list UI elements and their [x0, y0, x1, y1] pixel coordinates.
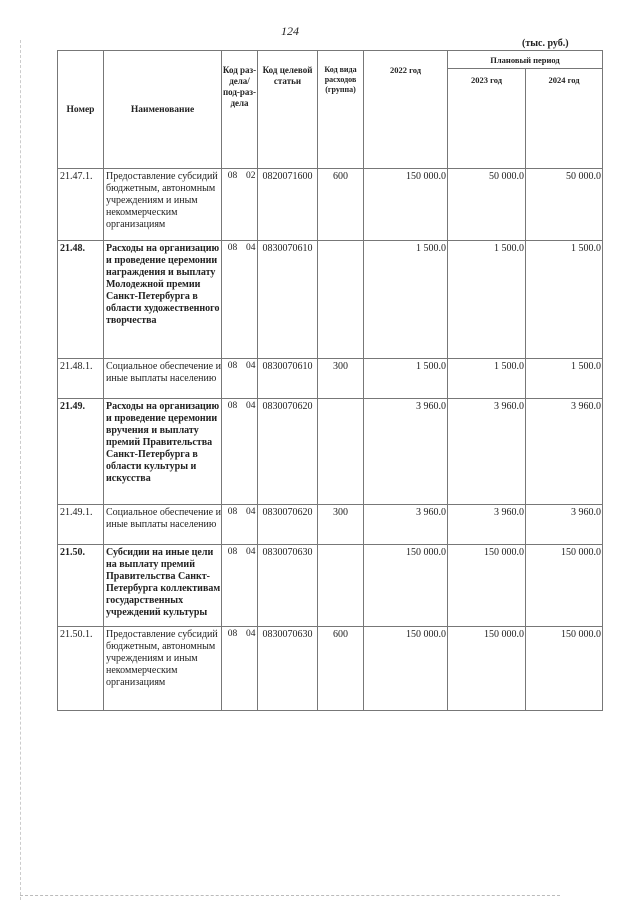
- row-name: Расходы на организацию и проведение церемонии награждения и выплату Молодежной премии Санкт-Петербурга в области художественного творчества: [104, 241, 222, 359]
- row-value-2024: 3 960.0: [526, 399, 603, 505]
- table-row: [58, 241, 603, 359]
- row-group: 300: [318, 505, 364, 545]
- row-target: 0830070620: [258, 399, 318, 505]
- row-target: 0830070610: [258, 359, 318, 399]
- header-section-code: Код раз-дела/ под-раз-дела: [222, 51, 258, 169]
- row-value-2022: 1 500.0: [364, 241, 448, 359]
- row-value-2023: 150 000.0: [448, 627, 526, 711]
- row-value-2022: 150 000.0: [364, 169, 448, 241]
- table-row: [58, 399, 603, 505]
- page-number: 124: [281, 24, 299, 38]
- row-value-2023: 150 000.0: [448, 545, 526, 627]
- row-group: [318, 399, 364, 505]
- row-number: 21.47.1.: [58, 169, 104, 241]
- row-target: 0830070610: [258, 241, 318, 359]
- header-year-2022: 2022 год: [364, 51, 448, 169]
- row-value-2022: 3 960.0: [364, 505, 448, 545]
- row-value-2024: 3 960.0: [526, 505, 603, 545]
- row-value-2024: 1 500.0: [526, 359, 603, 399]
- row-group: 600: [318, 627, 364, 711]
- row-section: 08 04: [222, 505, 258, 545]
- table-row: [58, 627, 603, 711]
- header-target-code: Код целевой статьи: [258, 51, 318, 169]
- table-row: [58, 359, 603, 399]
- row-value-2024: 150 000.0: [526, 545, 603, 627]
- header-number: Номер: [58, 51, 104, 169]
- row-number: 21.50.1.: [58, 627, 104, 711]
- budget-table: [57, 50, 603, 711]
- row-group: [318, 545, 364, 627]
- row-target: 0830070630: [258, 545, 318, 627]
- row-target: 0830070620: [258, 505, 318, 545]
- row-name: Расходы на организацию и проведение церемонии вручения и выплату премий Правительства Санкт-Петербурга в области культуры и искусства: [104, 399, 222, 505]
- row-value-2023: 3 960.0: [448, 505, 526, 545]
- row-number: 21.50.: [58, 545, 104, 627]
- page-edge-bottom: [20, 895, 560, 896]
- row-target: 0820071600: [258, 169, 318, 241]
- row-section: 08 04: [222, 627, 258, 711]
- row-number: 21.48.1.: [58, 359, 104, 399]
- table-row: [58, 505, 603, 545]
- row-number: 21.49.1.: [58, 505, 104, 545]
- row-number: 21.49.: [58, 399, 104, 505]
- row-section: 08 02: [222, 169, 258, 241]
- page-edge-left: [20, 40, 21, 900]
- row-name: Предоставление субсидий бюджетным, автономным учреждениям и иным некоммерческим организациям: [104, 627, 222, 711]
- table-row: [58, 169, 603, 241]
- row-value-2024: 50 000.0: [526, 169, 603, 241]
- row-number: 21.48.: [58, 241, 104, 359]
- header-plan-period: Плановый период: [448, 51, 603, 69]
- row-target: 0830070630: [258, 627, 318, 711]
- row-value-2023: 50 000.0: [448, 169, 526, 241]
- row-group: 600: [318, 169, 364, 241]
- row-value-2022: 150 000.0: [364, 627, 448, 711]
- row-name: Предоставление субсидий бюджетным, автономным учреждениям и иным некоммерческим организациям: [104, 169, 222, 241]
- row-value-2022: 1 500.0: [364, 359, 448, 399]
- row-section: 08 04: [222, 359, 258, 399]
- row-group: [318, 241, 364, 359]
- row-value-2023: 1 500.0: [448, 359, 526, 399]
- row-value-2024: 1 500.0: [526, 241, 603, 359]
- row-section: 08 04: [222, 241, 258, 359]
- units-label: (тыс. руб.): [522, 38, 569, 49]
- row-section: 08 04: [222, 399, 258, 505]
- row-group: 300: [318, 359, 364, 399]
- header-year-2023: 2023 год: [448, 69, 526, 169]
- row-value-2022: 150 000.0: [364, 545, 448, 627]
- row-value-2022: 3 960.0: [364, 399, 448, 505]
- row-value-2023: 3 960.0: [448, 399, 526, 505]
- header-expense-type-code: Код вида расходов (группа): [318, 51, 364, 169]
- row-name: Субсидии на иные цели на выплату премий Правительства Санкт-Петербурга коллективам государственных учреждений культуры: [104, 545, 222, 627]
- row-value-2023: 1 500.0: [448, 241, 526, 359]
- row-name: Социальное обеспечение и иные выплаты населению: [104, 359, 222, 399]
- row-section: 08 04: [222, 545, 258, 627]
- table-row: [58, 545, 603, 627]
- header-name: Наименование: [104, 51, 222, 169]
- row-name: Социальное обеспечение и иные выплаты населению: [104, 505, 222, 545]
- header-year-2024: 2024 год: [526, 69, 603, 169]
- row-value-2024: 150 000.0: [526, 627, 603, 711]
